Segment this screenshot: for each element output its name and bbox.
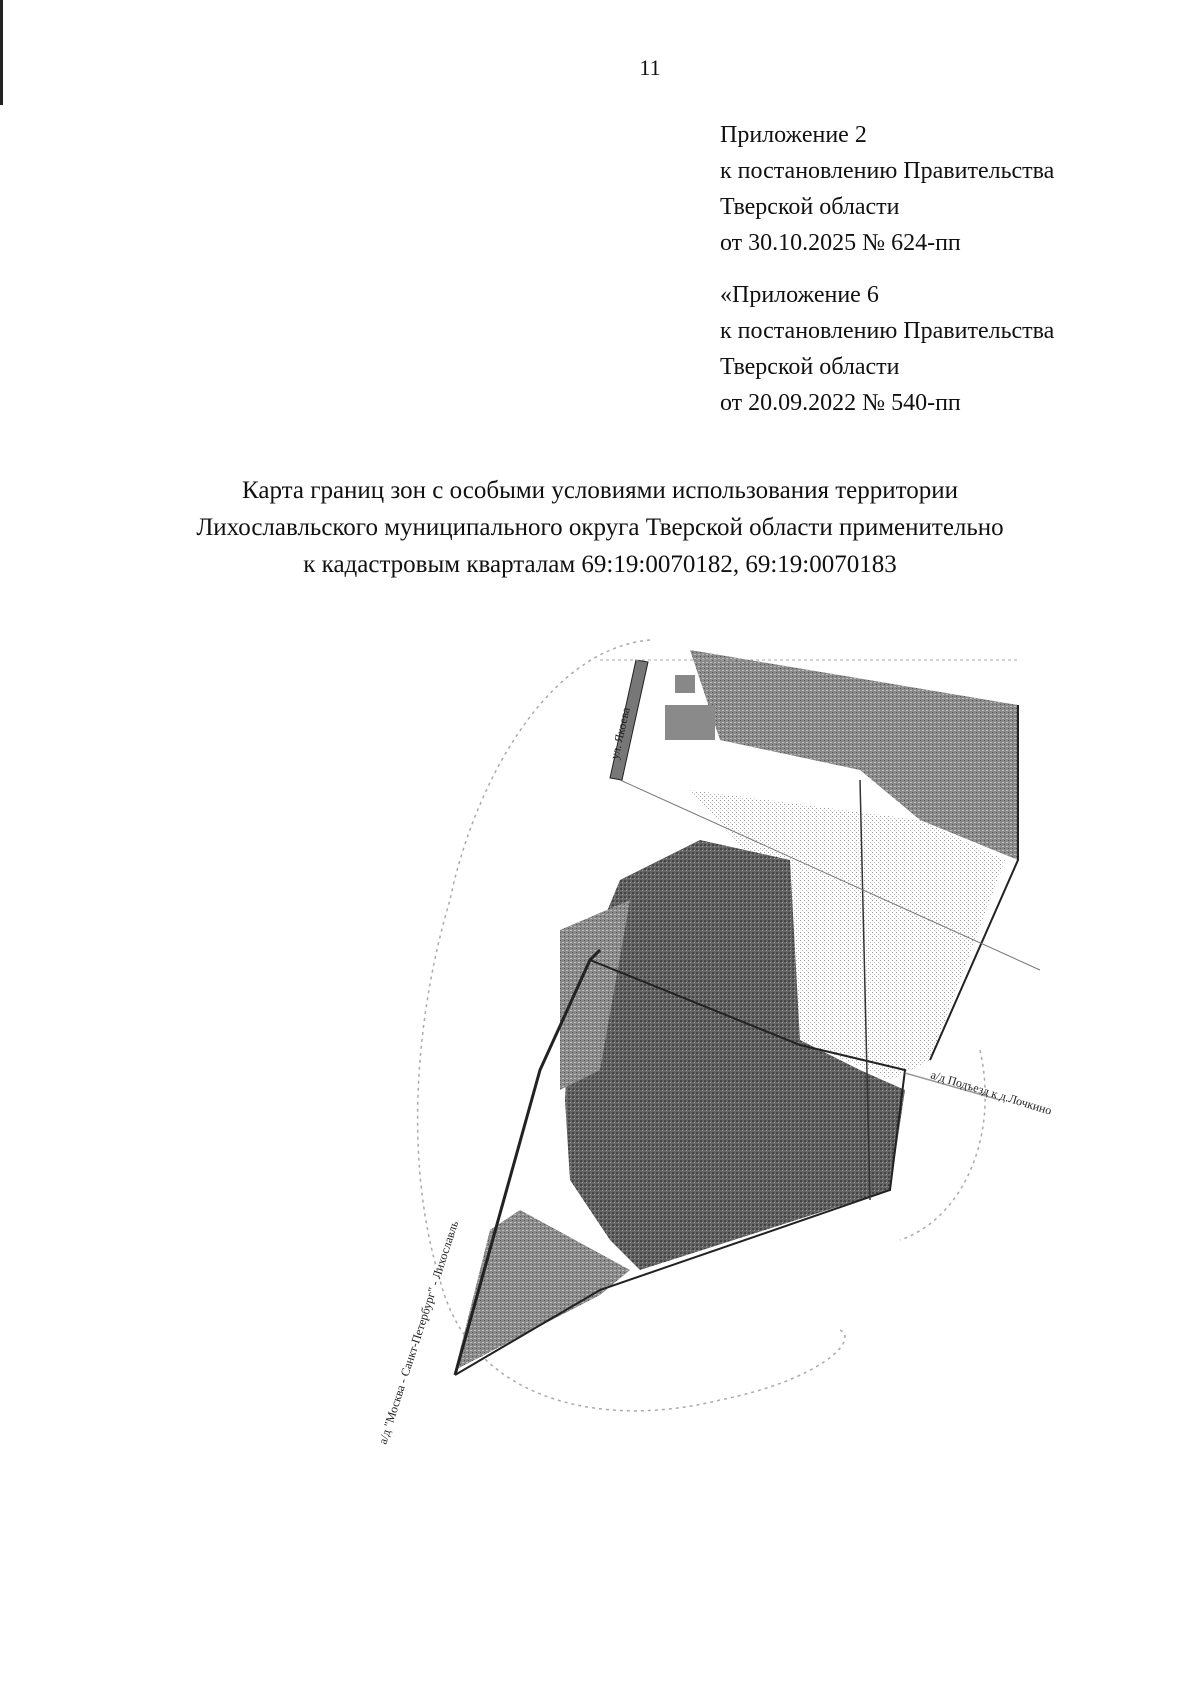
building [675,675,695,693]
appendix-line: Тверской области [720,354,900,380]
appendix-line: Тверской области [720,194,900,220]
street-label: ул. Якоева [607,705,633,761]
appendix-line: к постановлению Правительства [720,318,1055,344]
appendix-line: от 30.10.2025 № 624-пп [720,230,961,256]
appendix-line: к постановлению Правительства [720,158,1055,184]
title-line: Лихославльского муниципального округа Тверской области применительно [196,514,1004,541]
road-west-label: а/д "Москва - Санкт-Петербург" - Лихославль [375,1219,462,1446]
appendix-line: «Приложение 6 [720,282,879,308]
building [665,705,715,740]
zone-south-west [455,1210,630,1370]
appendix-line: от 20.09.2022 № 540-пп [720,390,961,416]
title-line: Карта границ зон с особыми условиями использования территории [242,477,958,504]
appendix-line: Приложение 2 [720,122,867,148]
road-east-label: а/д Подъезд к д.Лочкино [929,1067,1054,1118]
page-number: 11 [639,55,661,80]
title-line: к кадастровым кварталам 69:19:0070182, 69:19:0070183 [303,551,897,578]
